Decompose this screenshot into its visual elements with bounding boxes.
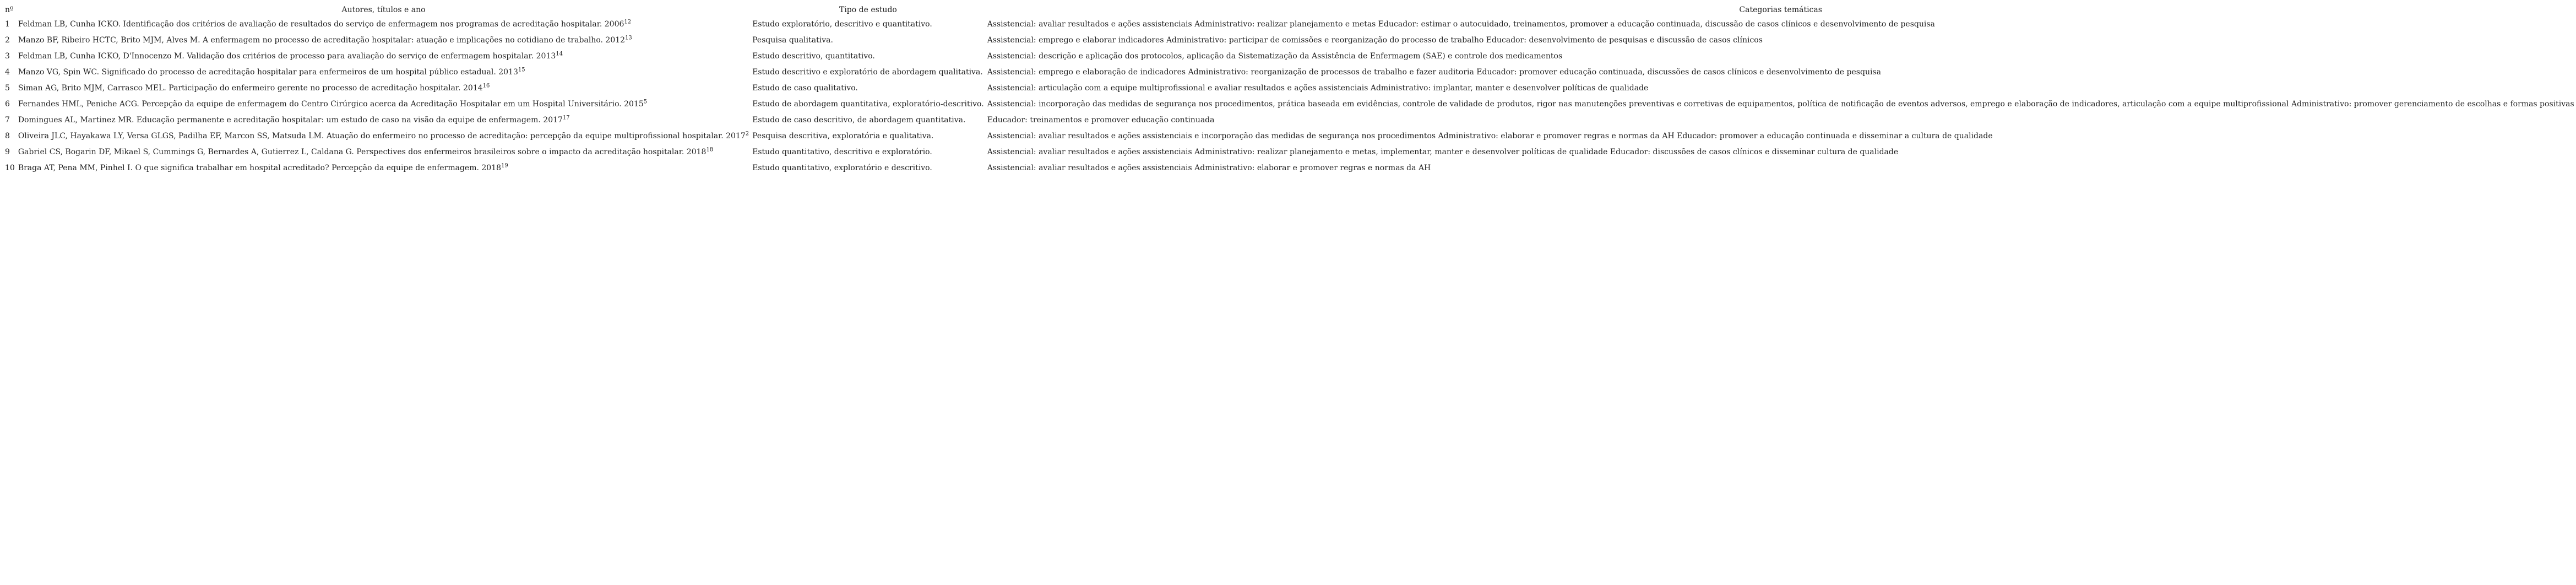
row-study-type: Estudo descritivo, quantitativo. (752, 52, 875, 61)
reference-number: 15 (518, 67, 525, 73)
row-number: 8 (5, 132, 10, 140)
table-row (3, 130, 2576, 146)
row-authors-cell (17, 162, 751, 178)
row-number: 9 (5, 148, 10, 156)
row-study-type: Pesquisa descritiva, exploratória e qualitativa. (752, 132, 934, 140)
row-study-type: Estudo descritivo e exploratório de abordagem qualitativa. (752, 68, 983, 77)
table-header (3, 3, 2576, 18)
header-number: nº (5, 6, 14, 15)
row-number: 1 (5, 20, 10, 29)
reference-number: 17 (562, 115, 570, 121)
reference-number: 16 (482, 83, 490, 89)
row-categories: Assistencial: emprego e elaborar indicadores Administrativo: participar de comissões e reorganização do processo de trabalho Educador: desenvolvimento de pesquisas e discussão de casos clínicos (987, 36, 1763, 45)
reference-number: 19 (501, 162, 508, 169)
row-categories: Educador: treinamentos e promover educação continuada (987, 116, 1215, 124)
row-number: 4 (5, 68, 10, 77)
reference-number: 12 (624, 19, 632, 25)
table-row (3, 50, 2576, 66)
reference-number: 14 (556, 51, 563, 57)
row-authors-cell (17, 66, 751, 82)
row-categories: Assistencial: emprego e elaboração de indicadores Administrativo: reorganização de processos de trabalho e fazer auditoria Educador: promover educação continuada, discussões de casos clínicos e desenvolvimento de pesquisa (987, 68, 1881, 77)
table-row (3, 162, 2576, 178)
studies-table (3, 3, 2576, 178)
reference-number: 5 (643, 99, 648, 105)
row-study-type: Pesquisa qualitativa. (752, 36, 833, 45)
row-authors-cell (17, 34, 751, 50)
row-categories: Assistencial: descrição e aplicação dos protocolos, aplicação da Sistematização da Assistência de Enfermagem (SAE) e controle dos medicamentos (987, 52, 1563, 61)
row-study-type: Estudo de caso descritivo, de abordagem quantitativa. (752, 116, 966, 124)
row-categories: Assistencial: avaliar resultados e ações assistenciais e incorporação das medidas de segurança nos procedimentos Administrativo: elaborar e promover regras e normas da AH Educador: promover a educação continuada e disseminar a cultura de qualidade (987, 132, 1993, 140)
row-authors: Feldman LB, Cunha ICKO, D'Innocenzo M. Validação dos critérios de processo para avaliação do serviço de enfermagem hospitalar. 2013 (18, 52, 556, 61)
reference-number: 18 (706, 147, 714, 153)
row-categories: Assistencial: articulação com a equipe multiprofissional e avaliar resultados e ações assistenciais Administrativo: implantar, manter e desenvolver políticas de qualidade (987, 84, 1649, 93)
row-authors: Manzo BF, Ribeiro HCTC, Brito MJM, Alves M. A enfermagem no processo de acreditação hospitalar: atuação e implicações no cotidiano de trabalho. 2012 (18, 36, 626, 45)
row-number: 2 (5, 36, 10, 45)
row-authors: Gabriel CS, Bogarin DF, Mikael S, Cummings G, Bernardes A, Gutierrez L, Caldana G. Perspectives dos enfermeiros brasileiros sobre o impacto da acreditação hospitalar. 2018 (18, 148, 707, 156)
table-row (3, 146, 2576, 162)
row-number: 7 (5, 116, 10, 124)
row-authors: Manzo VG, Spin WC. Significado do processo de acreditação hospitalar para enfermeiros de um hospital público estadual. 2013 (18, 68, 518, 77)
row-study-type: Estudo de caso qualitativo. (752, 84, 858, 93)
header-study-type: Tipo de estudo (839, 6, 897, 15)
row-authors-cell (17, 114, 751, 130)
header-categories: Categorias temáticas (1739, 6, 1822, 15)
row-authors: Braga AT, Pena MM, Pinhel I. O que significa trabalhar em hospital acreditado? Percepção da equipe de enfermagem. 2018 (18, 164, 502, 172)
table-row (3, 66, 2576, 82)
row-authors-cell (17, 50, 751, 66)
header-row (3, 3, 2576, 18)
reference-number: 2 (745, 131, 749, 137)
row-authors-cell (17, 130, 751, 146)
row-authors-cell (17, 146, 751, 162)
table-row (3, 114, 2576, 130)
table-row (3, 18, 2576, 34)
row-categories: Assistencial: avaliar resultados e ações assistenciais Administrativo: elaborar e promover regras e normas da AH (987, 164, 1431, 172)
row-authors: Siman AG, Brito MJM, Carrasco MEL. Participação do enfermeiro gerente no processo de acreditação hospitalar. 2014 (18, 84, 483, 93)
row-authors: Feldman LB, Cunha ICKO. Identificação dos critérios de avaliação de resultados do serviço de enfermagem nos programas de acreditação hospitalar. 2006 (18, 20, 624, 29)
row-authors: Oliveira JLC, Hayakawa LY, Versa GLGS, Padilha EF, Marcon SS, Matsuda LM. Atuação do enfermeiro no processo de acreditação: percepção da equipe multiprofissional hospitalar. 2017 (18, 132, 746, 140)
row-authors-cell (17, 98, 751, 114)
row-number: 10 (5, 164, 15, 172)
row-authors: Fernandes HML, Peniche ACG. Percepção da equipe de enfermagem do Centro Cirúrgico acerca da Acreditação Hospitalar em um Hospital Universitário. 2015 (18, 100, 644, 109)
row-study-type: Estudo de abordagem quantitativa, exploratório-descritivo. (752, 100, 984, 109)
table-row (3, 82, 2576, 98)
table-row (3, 98, 2576, 114)
row-number: 6 (5, 100, 10, 109)
row-categories: Assistencial: avaliar resultados e ações assistenciais Administrativo: realizar planejamento e metas, implementar, manter e desenvolver políticas de qualidade Educador: discussões de casos clínicos e disseminar cultura de qualidade (987, 148, 1899, 156)
header-authors: Autores, títulos e ano (341, 6, 426, 15)
row-number: 3 (5, 52, 10, 61)
row-categories: Assistencial: incorporação das medidas de segurança nos procedimentos, prática baseada em evidências, controle de validade de produtos, rigor nas manutenções preventivas e corretivas de equipamentos, política de notificação de eventos adversos, emprego e elaboração de indicadores, articulação com a equipe multiprofissional Administrativo: promover gerenciamento de escolhas e formas positivas (987, 100, 2574, 109)
row-authors: Domingues AL, Martinez MR. Educação permanente e acreditação hospitalar: um estudo de caso na visão da equipe de enfermagem. 2017 (18, 116, 563, 124)
reference-number: 13 (625, 35, 632, 41)
row-study-type: Estudo quantitativo, descritivo e exploratório. (752, 148, 932, 156)
table-row (3, 34, 2576, 50)
row-study-type: Estudo quantitativo, exploratório e descritivo. (752, 164, 932, 172)
row-authors-cell (17, 18, 751, 34)
row-categories: Assistencial: avaliar resultados e ações assistenciais Administrativo: realizar planejamento e metas Educador: estimar o autocuidado, treinamentos, promover a educação continuada, discussão de casos clínicos e desenvolvimento de pesquisa (987, 20, 1935, 29)
row-study-type: Estudo exploratório, descritivo e quantitativo. (752, 20, 932, 29)
row-authors-cell (17, 82, 751, 98)
row-number: 5 (5, 84, 10, 93)
table-body (3, 18, 2576, 178)
